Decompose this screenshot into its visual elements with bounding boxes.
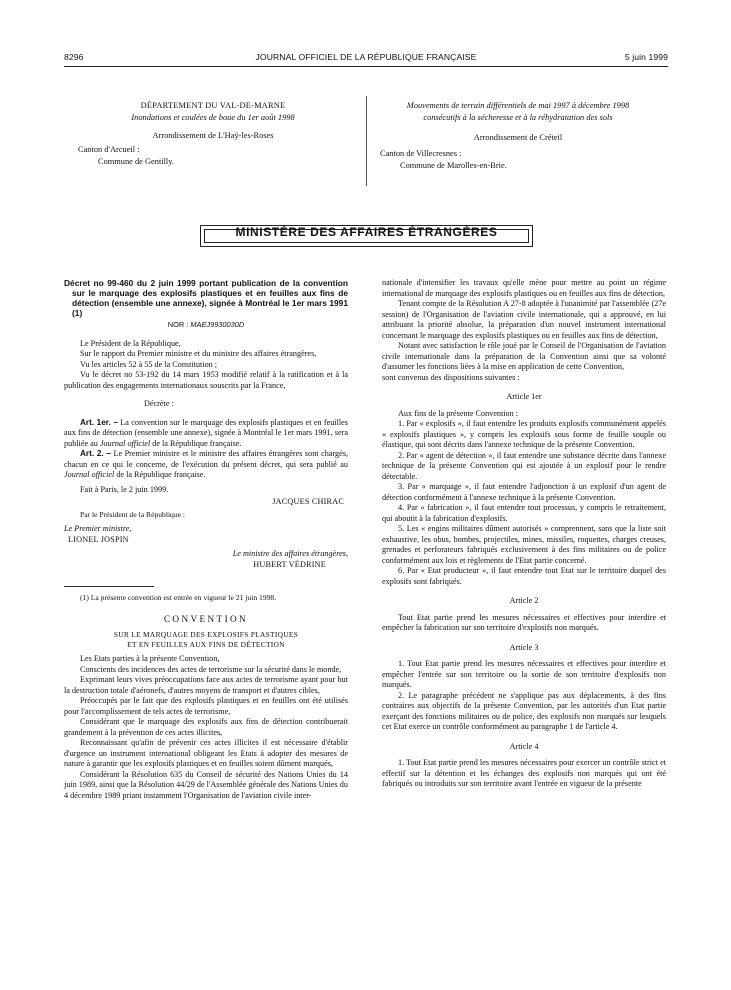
preamble-constitution: Vu les articles 52 à 55 de la Constitution ; <box>80 359 218 369</box>
convention-subtitle <box>64 630 348 650</box>
top-right-block <box>380 100 656 172</box>
event-line-2: consécutifs à la sécheresse et à la réhydratation des sols <box>423 113 613 122</box>
art1-para-1: 1. Par « explosifs », il faut entendre les produits explosifs communément appelés « explosifs plastiques », y compris les explosifs sous forme de feuille souple ou élastique, qui sont décrits dans l'annexe technique de la présente Convention. <box>382 419 666 449</box>
article-1-label: Art. 1er. – <box>80 417 118 427</box>
canton-line: Canton d'Arcueil : <box>78 145 140 154</box>
recital-2: Conscients des incidences des actes de terrorisme sur la sécurité dans le monde, <box>80 664 342 674</box>
footnote-rule <box>64 586 154 587</box>
art2-text: Tout Etat partie prend les mesures nécessaires et effectives pour interdire et empêcher la fabrication sur son territoire d'explosifs non marqués. <box>382 612 666 632</box>
preamble-report: Sur le rapport du Premier ministre et du ministre des affaires étrangères, <box>80 349 317 358</box>
preamble-decree: Vu le décret no 53-192 du 14 mars 1953 modifié relatif à la ratification et à la publication des engagements internationaux souscrits par la France, <box>64 370 348 390</box>
arrondissement-line: Arrondissement de Créteil <box>473 133 563 142</box>
nor-reference <box>64 320 348 331</box>
article-1-title: Article 1er <box>506 392 542 401</box>
recital-8: Tenant compte de la Résolution A 27-8 adoptée à l'unanimité par l'assemblée (27e session) de l'Organisation de l'aviation civile internationale, qui a approuvé, en lui attribuant la priorité absolue, la préparation d'un nouvel instrument international concernant le marquage des explosifs plastiques ou en feuilles aux fins de détection, <box>382 299 666 340</box>
right-column <box>382 278 666 790</box>
header-rule <box>64 66 668 67</box>
convention-heading: CONVENTION <box>163 613 249 624</box>
ministry-banner <box>200 225 533 247</box>
ministry-title: MINISTÈRE DES AFFAIRES ÉTRANGÈRES <box>235 225 498 239</box>
signature-president: JACQUES CHIRAC <box>272 497 344 506</box>
art1-para-3: 3. Par « marquage », il faut entendre l'adjonction à un explosif d'un agent de détection conformément à l'annexe technique à la présente Convention. <box>382 482 666 502</box>
art1-para-5: 5. Les « engins militaires dûment autorisés » comprennent, sans que la liste soit exhaustive, les obus, bombes, projectiles, mines, missiles, roquettes, charges creuses, grenades et perforateurs fabriqués exclusivement à des fins militaires ou de police conformément aux lois et règlements de l'Etat partie concerné. <box>382 524 666 565</box>
arrondissement-line: Arrondissement de L'Haÿ-les-Roses <box>152 131 274 140</box>
article-3-title: Article 3 <box>509 642 539 652</box>
by-president: Par le Président de la République : <box>80 509 186 519</box>
page-header <box>64 52 668 66</box>
pm-name: LIONEL JOSPIN <box>68 534 129 544</box>
article-2-label: Art. 2. – <box>80 449 111 458</box>
done-at: Fait à Paris, le 2 juin 1999. <box>80 484 169 494</box>
recital-7: Considérant la Résolution 635 du Conseil de sécurité des Nations Unies du 14 juin 1989, ainsi que la Résolution 44/29 de l'Assemblée générale des Nations Unies du 4 décembre 1989 priant instamment l'Organisation de l'aviation civile inter- <box>64 769 348 800</box>
art3-para-2: 2. Le paragraphe précédent ne s'applique pas aux déplacements, à des fins contraires aux objectifs de la présente Convention, par les autorités d'un Etat partie exerçant des fonctions militaires ou de police, des explosifs non marqués sur lesquels cet Etat exerce un contrôle conformément au paragraphe 1 de l'article 4. <box>382 690 666 731</box>
decrete-line: Décrète : <box>144 399 174 408</box>
recital-1: Les Etats parties à la présente Convention, <box>80 654 220 663</box>
top-left-block <box>78 100 348 168</box>
page-number: 8296 <box>64 52 84 62</box>
footnote: (1) La présente convention est entrée en vigueur le 21 juin 1998. <box>80 593 277 602</box>
art3-para-1: 1. Tout Etat partie prend les mesures nécessaires et effectives pour interdire et empêcher l'entrée sur son territoire ou la sortie de son territoire d'explosifs non marqués. <box>382 659 666 689</box>
article-4-title: Article 4 <box>509 741 539 751</box>
article-2-title: Article 2 <box>509 596 539 605</box>
event-line-1: Mouvements de terrain différentiels de mai 1997 à décembre 1998 <box>406 101 630 110</box>
article-1-jo: Journal officiel <box>99 438 151 448</box>
fm-title: Le ministre des affaires étrangères, <box>232 549 348 558</box>
convention-subtitle-1: SUR LE MARQUAGE DES EXPLOSIFS PLASTIQUES <box>113 630 299 639</box>
nor-code: MAEJ9930030D <box>190 320 245 329</box>
article-2-text-end: de la République française. <box>116 470 206 479</box>
issue-date: 5 juin 1999 <box>624 52 668 62</box>
decree-title: Décret no 99-460 du 2 juin 1999 portant publication de la convention sur le marquage des explosifs plastiques et en feuilles aux fins de détection (ensemble une annexe), signée à Montréal le 1er mars 1991 (1) <box>64 278 348 318</box>
article-2-text: Le Premier ministre et le ministre des affaires étrangères sont chargés, chacun en ce qui le concerne, de l'exécution du présent décret, qui sera publié au <box>64 449 348 469</box>
event-line: Inondations et coulées de boue du 1er août 1998 <box>131 113 295 122</box>
commune-line: Commune de Gentilly. <box>98 157 174 166</box>
preamble-president: Le Président de la République, <box>80 338 181 348</box>
recital-7-continued: nationale d'intensifier les travaux qu'elle mène pour mettre au point un régime international de marquage des explosifs plastiques ou en feuilles aux fins de détection, <box>382 278 666 298</box>
agreement-line: sont convenus des dispositions suivantes : <box>382 372 520 382</box>
journal-title: JOURNAL OFFICIEL DE LA RÉPUBLIQUE FRANÇAISE <box>255 52 477 62</box>
article-2 <box>64 449 348 481</box>
commune-line: Commune de Marolles-en-Brie. <box>400 161 507 170</box>
recital-3: Exprimant leurs vives préoccupations face aux actes de terrorisme ayant pour but la destruction totale d'aéronefs, d'autres moyens de transport et d'autres cibles, <box>64 675 348 695</box>
recital-6: Reconnaissant qu'afin de prévenir ces actes illicites il est nécessaire d'établir d'urgence un instrument international obligeant les Etats à adopter des mesures de nature à garantir que les explosifs plastiques et en feuilles soient dûment marqués, <box>64 738 348 768</box>
art1-para-6: 6. Par « Etat producteur », il faut entendre tout Etat sur le territoire duquel des explosifs sont fabriqués. <box>382 566 666 586</box>
recital-4: Préoccupés par le fait que des explosifs plastiques et en feuilles ont été utilisés pour l'accomplissement de tels actes de terrorisme, <box>64 696 348 716</box>
article-2-jo: Journal officiel <box>64 470 115 479</box>
article-1 <box>64 418 348 450</box>
nor-label: NOR : <box>167 320 189 329</box>
department-heading: DÉPARTEMENT DU VAL-DE-MARNE <box>140 101 286 110</box>
recital-5: Considérant que le marquage des explosifs aux fins de détection contribuerait grandement à la prévention de ces actes illicites, <box>64 717 348 737</box>
canton-line: Canton de Villecresnes : <box>380 149 462 158</box>
art4-para-1: 1. Tout Etat partie prend les mesures nécessaires pour exercer un contrôle strict et effectif sur la détention et les échanges des explosifs non marqués qui ont été fabriqués ou introduits sur son territoire avant l'entrée en vigueur de la présente <box>382 758 666 788</box>
recital-9: Notant avec satisfaction le rôle joué par le Conseil de l'Organisation de l'aviation civile internationale dans la préparation de la Convention ainsi que sa volonté d'assumer les fonctions liées à la mise en application de cette Convention, <box>382 341 666 371</box>
article-1-text: La convention sur le marquage des explosifs plastiques et en feuilles aux fins de détection (ensemble une annexe), signée à Montréal le 1er mars 1991, sera publiée au <box>64 417 348 448</box>
art1-para-4: 4. Par « fabrication », il faut entendre tout processus, y compris le retraitement, qui aboutit à la fabrication d'explosifs. <box>382 503 666 523</box>
fm-name: HUBERT VÉDRINE <box>253 559 326 569</box>
art1-intro: Aux fins de la présente Convention : <box>398 408 519 418</box>
column-divider <box>366 96 367 186</box>
pm-title: Le Premier ministre, <box>64 524 132 533</box>
art1-para-2: 2. Par « agent de détection », il faut entendre une substance décrite dans l'annexe technique de la présente Convention qui est ajoutée à un explosif pour le rendre détectable. <box>382 450 666 481</box>
left-column <box>64 278 348 801</box>
article-1-text-end: de la République française. <box>152 438 242 448</box>
convention-subtitle-2: ET EN FEUILLES AUX FINS DE DÉTECTION <box>127 640 285 649</box>
